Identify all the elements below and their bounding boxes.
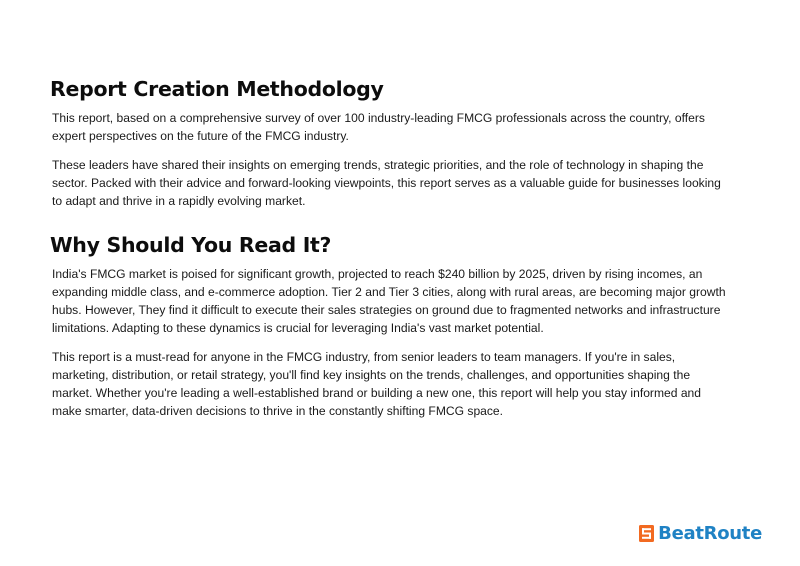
why-read-heading: Why Should You Read It? <box>50 233 332 257</box>
methodology-paragraph-1: This report, based on a comprehensive survey of over 100 industry-leading FMCG professionals across the country, offers expert perspectives on the future of the FMCG industry. <box>52 111 705 143</box>
methodology-paragraph-2: These leaders have shared their insights on emerging trends, strategic priorities, and the role of technology in shaping the sector. Packed with their advice and forward-looking viewpoints, this report serves as a valuable guide for businesses looking to adapt and thrive in a rapidly evolving market. <box>52 158 721 208</box>
brand-name: BeatRoute <box>658 523 762 544</box>
methodology-heading: Report Creation Methodology <box>50 77 384 101</box>
why-read-paragraph-1: India's FMCG market is poised for significant growth, projected to reach $240 billion by 2025, driven by rising incomes, an expanding middle class, and e-commerce adoption. Tier 2 and Tier 3 cities, along with rural areas, are becoming major growth hubs. However, They find it difficult to execute their sales strategies on ground due to fragmented networks and infrastructure limitations. Adapting to these dynamics is crucial for leveraging India's vast market potential. <box>52 267 726 335</box>
brand-logo <box>639 523 762 544</box>
beatroute-logo-icon <box>639 525 654 542</box>
methodology-section <box>50 77 730 221</box>
why-read-paragraph-2: This report is a must-read for anyone in the FMCG industry, from senior leaders to team managers. If you're in sales, marketing, distribution, or retail strategy, you'll find key insights on the trends, challenges, and opportunities shaping the market. Whether you're leading a well-established brand or building a new one, this report will help you stay informed and make smarter, data-driven decisions to thrive in the constantly shifting FMCG space. <box>52 350 702 418</box>
why-read-section <box>50 233 730 431</box>
